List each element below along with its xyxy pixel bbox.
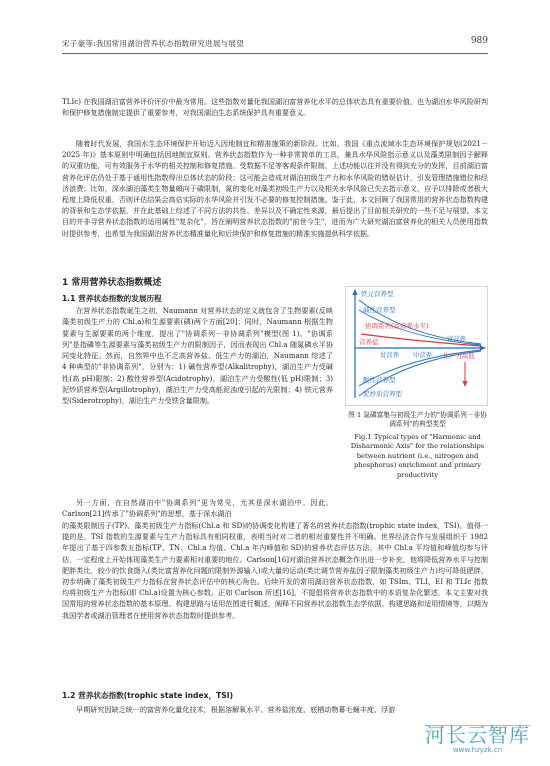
running-header xyxy=(62,36,488,52)
section-heading: 1 常用营养状态指数概述 xyxy=(62,278,162,288)
page-number: 989 xyxy=(470,36,488,46)
figure-caption-en: Fig.1 Typical types of "Harmonic and Disharmonic Axis" for the relationships between nutrient (i.e., nitrogen and phosphorus) enrichment and primary productivity xyxy=(350,433,485,479)
watermark-name: 河长云智库 xyxy=(425,723,530,747)
watermark-url: www.hzyzk.cn xyxy=(452,746,503,754)
subsection-1-2-text: 早期研究因缺乏统一的富营养化量化技术，根据溶解氧水平、营养盐浓度、底栖动物幕毛蛹丰度、浮游 xyxy=(76,705,396,714)
subsection-heading-1-2: 1.2 营养状态指数(trophic state index，TSI) xyxy=(62,691,234,700)
intro-paragraph-2: 随着时代发展，我国水生态环境保护开始迈入因地制宜和精准施策的新阶段。比如，我国《重点流域水生态环境保护规划(2021－2025 年)》基本原则中明确包括因地制宜原则。营养状态指数作为一种非常简单的工具，兼具水华风险指示意义以及藻类限制因子解释的双重功能，可有效服务于水华的相关控制和修复措施。受数据不足等客观条件限制，上述功能以往并没有得到充分的发挥，目前湖泊富营养化评估仍处于基于通用性指数得出总体状态的阶段；这可能会造成对湖泊初级生产力和水华风险的错误估计，引发管理措施错位和经济浪费；比如，深水湖泊藻类生物量頗向于磷限制，氮的变化对藻类初级生产力以及相关水华风险已失去指示意义，应予以排除或者极大程度上降低权重，否则评估结果会高估实际的水华风险并引发不必要的修复控制措施。鉴于此，本文回顾了我国常用的营养状态指数构建的背景和生态学依据，并在此基础上综述了不同方法的共性、差异以及不确定性来源，最后提出了目前相关研究的一些不足与展望。本文目的并非寻营养状态指数的适用属性"复杂化"，旨在阐明营养状态指数的"前世今生"，进而为广大研究湖泊富营养化的相关人员使用指数时提供参考，也希望为我国湖泊营养状态精准量化和后续保护和修复措施的精准实施提供科学依据。 xyxy=(62,139,488,238)
full-width-paragraph: 的藻类限制因子(TP)、藻类初级生产力指标(Chl.a 和 SD)的协调变化构建了著名的营养状态指数(trophic state index，TSI)。值得一提的是，TSI 指数的生源要素与生产力指标具有相同权重，表明当时对二者的相对重要性并不明确。世界经济合作与发展组织于 1982 年提出了基于四参数五指标(TP、TN、Chl.a 均值、Chl.a 年内峰值和 SD)的营养状态评估方法，其中 Chl.a 平均值和峰值均参与评估，一定程度上开始体现藻类生产力要素相对重要的地位。Carlson[16]对湖泊营养状态概念作出进一步补充，他将降低营养水平与控制肥胖类比，较少的饮食摄入(类比富营养化问题的限制外源输入)或大量的运动(类比调节营养盐因子限制藻类初级生产力)均可降低肥胖，初步明确了藻类初级生产力指标在营养状态评估中的核心角色。后续开发的常用湖泊营养状态指数，如 TSIm、TLI、EI 和 TLIc 指数均将初级生产力指标(即 Chl.a)设置为核心参数。正如 Carlson 所述[16]，不提倡将营养状态指数中的本语复杂化繁述，本文主要对我国常用的营养状态指数的基本原理、构建思路与适用范围进行概述，阐释不同营养状态指数生态学依据、构建思路和适用情境等，以期为我国学者或湖泊管理者在使用营养状态指数时提供参考。 xyxy=(62,521,488,620)
label-acid: 酸性营养型 xyxy=(363,376,396,384)
label-trophic: 营养盐 xyxy=(359,338,379,346)
label-oligotrophic: 贫营养 xyxy=(380,352,399,359)
figure-frame xyxy=(346,287,488,406)
header-rule xyxy=(62,53,488,54)
label-harmonic: 协调系列(富营养水平) xyxy=(365,322,429,330)
label-eutrophic: 富营养 xyxy=(447,336,466,343)
figure-diagram xyxy=(345,286,488,406)
label-mesotrophic: 中营养 xyxy=(413,352,432,359)
column-paragraph-2: 另一方面，在自然湖泊中"协调系列"更为常见，尤其是深水湖泊中。因此，Carlson[21]传承了"协调系列"的思想，基于深水湖泊 xyxy=(62,498,333,519)
figure-1 xyxy=(345,286,488,406)
label-iron: 铁元营养型 xyxy=(361,290,394,298)
running-title: 宋子豪等:我国常用湖泊营养状态指数研究进展与展望 xyxy=(62,39,245,48)
label-productivity: 生产力高低 xyxy=(443,353,475,360)
watermark-logo xyxy=(425,719,530,754)
label-alkaline: 碱性营养型 xyxy=(363,306,396,314)
column-paragraph: 在营养状态指数诞生之初，Naumann 对营养状态的定义就包含了生物要素(反映藻类初级生产力的 Chl.a)和生源要素(磷)两个方面[20]；同时，Naumann 根据生物要素与生源要素的两个维度，提出了"协调系列－非协调系列"模型(图 1)。"协调系列"是指磷等生源要素与藻类初级生产力的限制因子，因而表现出 Chl.a 随氮磷水平协同变化特征。然而，自然界中也不乏高营养盐、低生产力的湖泊，Naumann 综述了 4 种典型的"非协调系列"，分别为：1) 碱性营养型(Alkalitrophy)，湖泊生产力受碱性(高 pH)限制；2) 酸性营养型(Acidotrophy)，湖泊生产力受酸性(低 pH)限制；3) 泥炒质营养型(Argillotrophy)，湖泊生产力受高能泥浊度引起的光限制；4) 铁元营养型(Siderotrophy)，湖泊生产力受铁含量限制。 xyxy=(62,306,333,406)
label-clay: 泥炒质营养型 xyxy=(363,390,402,398)
figure-caption-cn: 图 1 氮磷富集与初级生产力的"协调系列－非协调系列"的典型类型 xyxy=(348,411,487,429)
intro-paragraph-1: TLIc) 在我国湖泊富营养评价评价中最为常用。这些指数对量化我国湖泊富营养化水平的总体状态具有重要价值，也为湖泊水华风险研判和保护修复措施制定提供了重要参考，对我国湖泊生态系统保护具有重要意义。 xyxy=(62,97,488,118)
subsection-heading-1-1: 1.1 营养状态指数的发展历程 xyxy=(62,294,162,303)
